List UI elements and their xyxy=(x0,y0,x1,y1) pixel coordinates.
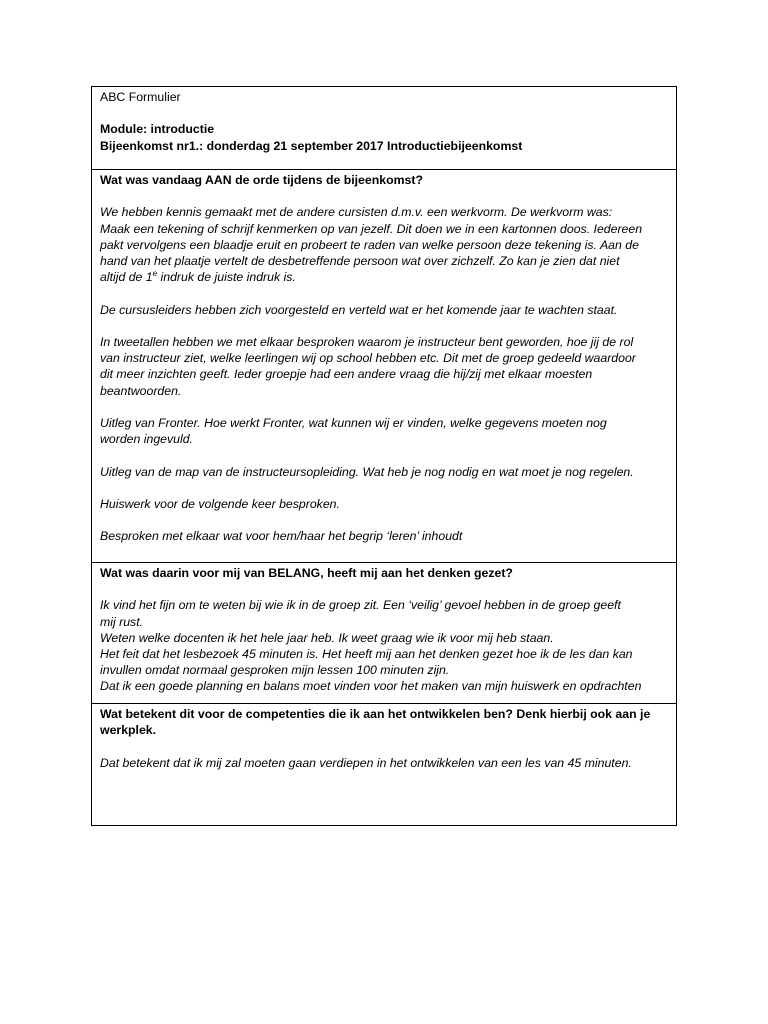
agenda-paragraph-7: Besproken met elkaar wat voor hem/haar het begrip ‘leren’ inhoudt xyxy=(100,529,463,544)
text-line: Ik vind het fijn om te weten bij wie ik in de groep zit. Een ‘veilig’ gevoel hebben in de groep geeft xyxy=(100,598,621,613)
text-line: pakt vervolgens een blaadje eruit en probeert te raden van welke persoon deze tekening is. Aan de xyxy=(100,237,639,252)
abc-form-table xyxy=(91,86,677,826)
text-line: Weten welke docenten ik het hele jaar heb. Ik weet graag wie ik voor mij heb staan. xyxy=(100,630,554,645)
agenda-paragraph-1 xyxy=(100,204,668,285)
module-line: Module: introductie xyxy=(100,122,215,137)
text-line xyxy=(100,269,668,285)
text-line: invullen omdat normaal gesproken mijn lessen 100 minuten zijn. xyxy=(100,663,450,678)
section-competencies xyxy=(92,704,676,825)
text-line: dit meer inzichten geeft. Ieder groepje had een andere vraag die hij/zij met elkaar moesten xyxy=(100,367,593,382)
agenda-paragraph-5: Uitleg van de map van de instructeursopleiding. Wat heb je nog nodig en wat moet je nog regelen. xyxy=(100,464,634,479)
text-line: In tweetallen hebben we met elkaar besproken waarom je instructeur bent geworden, hoe jij de rol xyxy=(100,334,634,349)
form-title: ABC Formulier xyxy=(100,90,181,104)
importance-question: Wat was daarin voor mij van BELANG, heeft mij aan het denken gezet? xyxy=(100,566,513,580)
text-line: Het feit dat het lesbezoek 45 minuten is. Het heeft mij aan het denken gezet hoe ik de les dan kan xyxy=(100,647,633,661)
importance-answer xyxy=(100,597,668,694)
text-line: hand van het plaatje vertelt de desbetreffende persoon wat over zichzelf. Zo kan je zien dat niet xyxy=(100,254,620,268)
text-line: Dat ik een goede planning en balans moet vinden voor het maken van mijn huiswerk en opdrachten xyxy=(100,679,642,694)
meeting-line: Bijeenkomst nr1.: donderdag 21 september 2017 Introductiebijeenkomst xyxy=(100,138,523,153)
text-line: mij rust. xyxy=(100,614,144,629)
agenda-question: Wat was vandaag AAN de orde tijdens de bijeenkomst? xyxy=(100,173,423,187)
text-line: Maak een tekening of schrijf kenmerken op van jezelf. Dit doen we in een kartonnen doos. Iedereen xyxy=(100,221,643,236)
section-agenda xyxy=(92,170,676,563)
agenda-paragraph-6: Huiswerk voor de volgende keer besproken. xyxy=(100,496,340,511)
text-line: worden ingevuld. xyxy=(100,432,193,447)
competencies-question xyxy=(100,706,668,738)
agenda-paragraph-2: De cursusleiders hebben zich voorgesteld en verteld wat er het komende jaar te wachten staat. xyxy=(100,302,618,317)
agenda-paragraph-3 xyxy=(100,334,668,399)
text-line: van instructeur ziet, welke leerlingen wij op school hebben etc. Dit met de groep gedeeld waardoor xyxy=(100,351,636,366)
superscript: e xyxy=(152,269,158,279)
form-header-cell xyxy=(92,87,676,170)
competencies-answer: Dat betekent dat ik mij zal moeten gaan verdiepen in het ontwikkelen van een les van 45 minuten. xyxy=(100,755,632,770)
text-line: Wat betekent dit voor de competenties die ik aan het ontwikkelen ben? Denk hierbij ook aan je xyxy=(100,707,651,721)
text-fragment: indruk de juiste indruk is. xyxy=(157,270,296,285)
text-line: werkplek. xyxy=(100,723,157,738)
text-line: beantwoorden. xyxy=(100,383,182,398)
text-line: Uitleg van Fronter. Hoe werkt Fronter, wat kunnen wij er vinden, welke gegevens moeten nog xyxy=(100,415,607,430)
text-fragment: altijd de 1 xyxy=(100,270,153,285)
agenda-paragraph-4 xyxy=(100,415,668,447)
text-line: We hebben kennis gemaakt met de andere cursisten d.m.v. een werkvorm. De werkvorm was: xyxy=(100,205,613,220)
section-importance xyxy=(92,563,676,704)
